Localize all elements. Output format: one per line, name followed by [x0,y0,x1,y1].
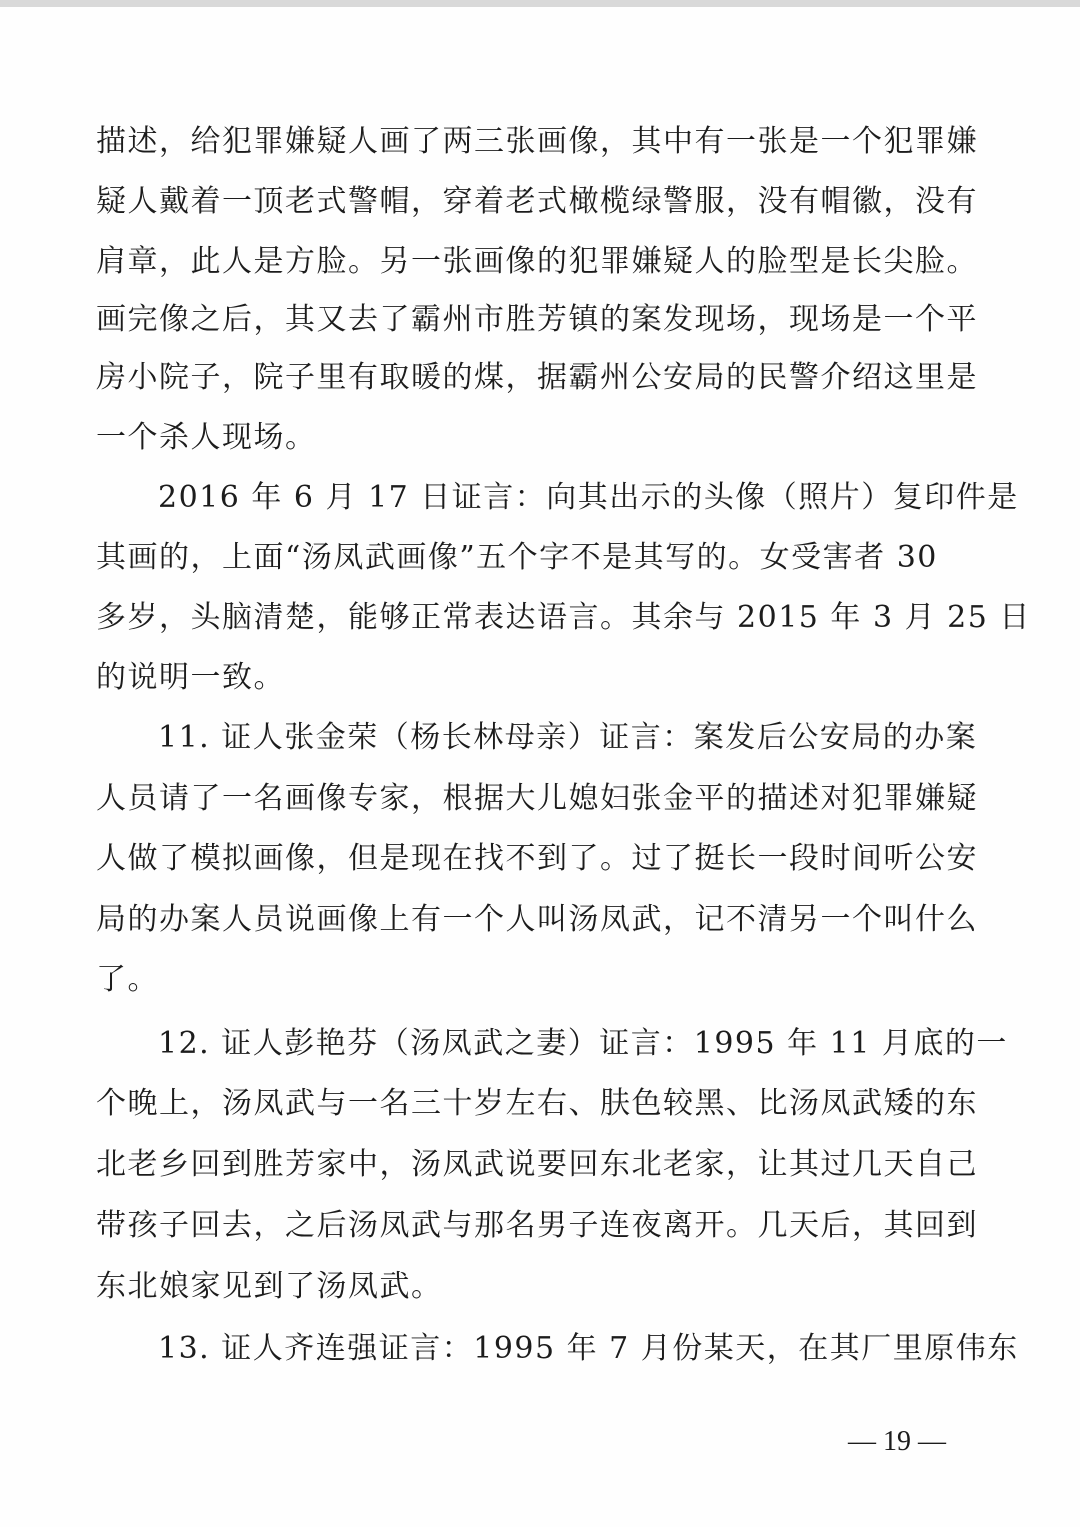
text-line: 画完像之后，其又去了霸州市胜芳镇的案发现场，现场是一个平 [96,302,978,337]
text-line: 描述，给犯罪嫌疑人画了两三张画像，其中有一张是一个犯罪嫌 [96,124,978,159]
text-line: 人员请了一名画像专家，根据大儿媳妇张金平的描述对犯罪嫌疑 [96,781,978,816]
text-line: 了。 [96,962,159,997]
text-line: 东北娘家见到了汤凤武。 [96,1269,443,1304]
text-line: 个晚上，汤凤武与一名三十岁左右、肤色较黑、比汤凤武矮的东 [96,1086,978,1121]
text-line: 北老乡回到胜芳家中，汤凤武说要回东北老家，让其过几天自己 [96,1147,978,1182]
text-line: 的说明一致。 [96,660,285,695]
text-line: 房小院子，院子里有取暖的煤，据霸州公安局的民警介绍这里是 [96,360,978,395]
text-line: 局的办案人员说画像上有一个人叫汤凤武，记不清另一个叫什么 [96,902,978,937]
text-line: 多岁，头脑清楚，能够正常表达语言。其余与 2015 年 3 月 25 日 [96,600,1031,635]
text-line: 11. 证人张金荣（杨长林母亲）证言：案发后公安局的办案 [158,720,978,755]
document-page [0,7,1080,1527]
text-line: 肩章，此人是方脸。另一张画像的犯罪嫌疑人的脸型是长尖脸。 [96,244,978,279]
top-edge-strip [0,0,1080,7]
text-line: 疑人戴着一顶老式警帽，穿着老式橄榄绿警服，没有帽徽，没有 [96,184,978,219]
text-line: 13. 证人齐连强证言：1995 年 7 月份某天，在其厂里原伟东 [158,1331,1019,1366]
text-line: 2016 年 6 月 17 日证言：向其出示的头像（照片）复印件是 [158,480,1019,515]
page-number: — 19 — [848,1426,946,1457]
text-line: 人做了模拟画像，但是现在找不到了。过了挺长一段时间听公安 [96,841,978,876]
text-line: 其画的，上面“汤凤武画像”五个字不是其写的。女受害者 30 [96,540,938,575]
text-line: 12. 证人彭艳芬（汤凤武之妻）证言：1995 年 11 月底的一 [158,1026,1008,1061]
text-line: 带孩子回去，之后汤凤武与那名男子连夜离开。几天后，其回到 [96,1208,978,1243]
text-line: 一个杀人现场。 [96,420,317,455]
